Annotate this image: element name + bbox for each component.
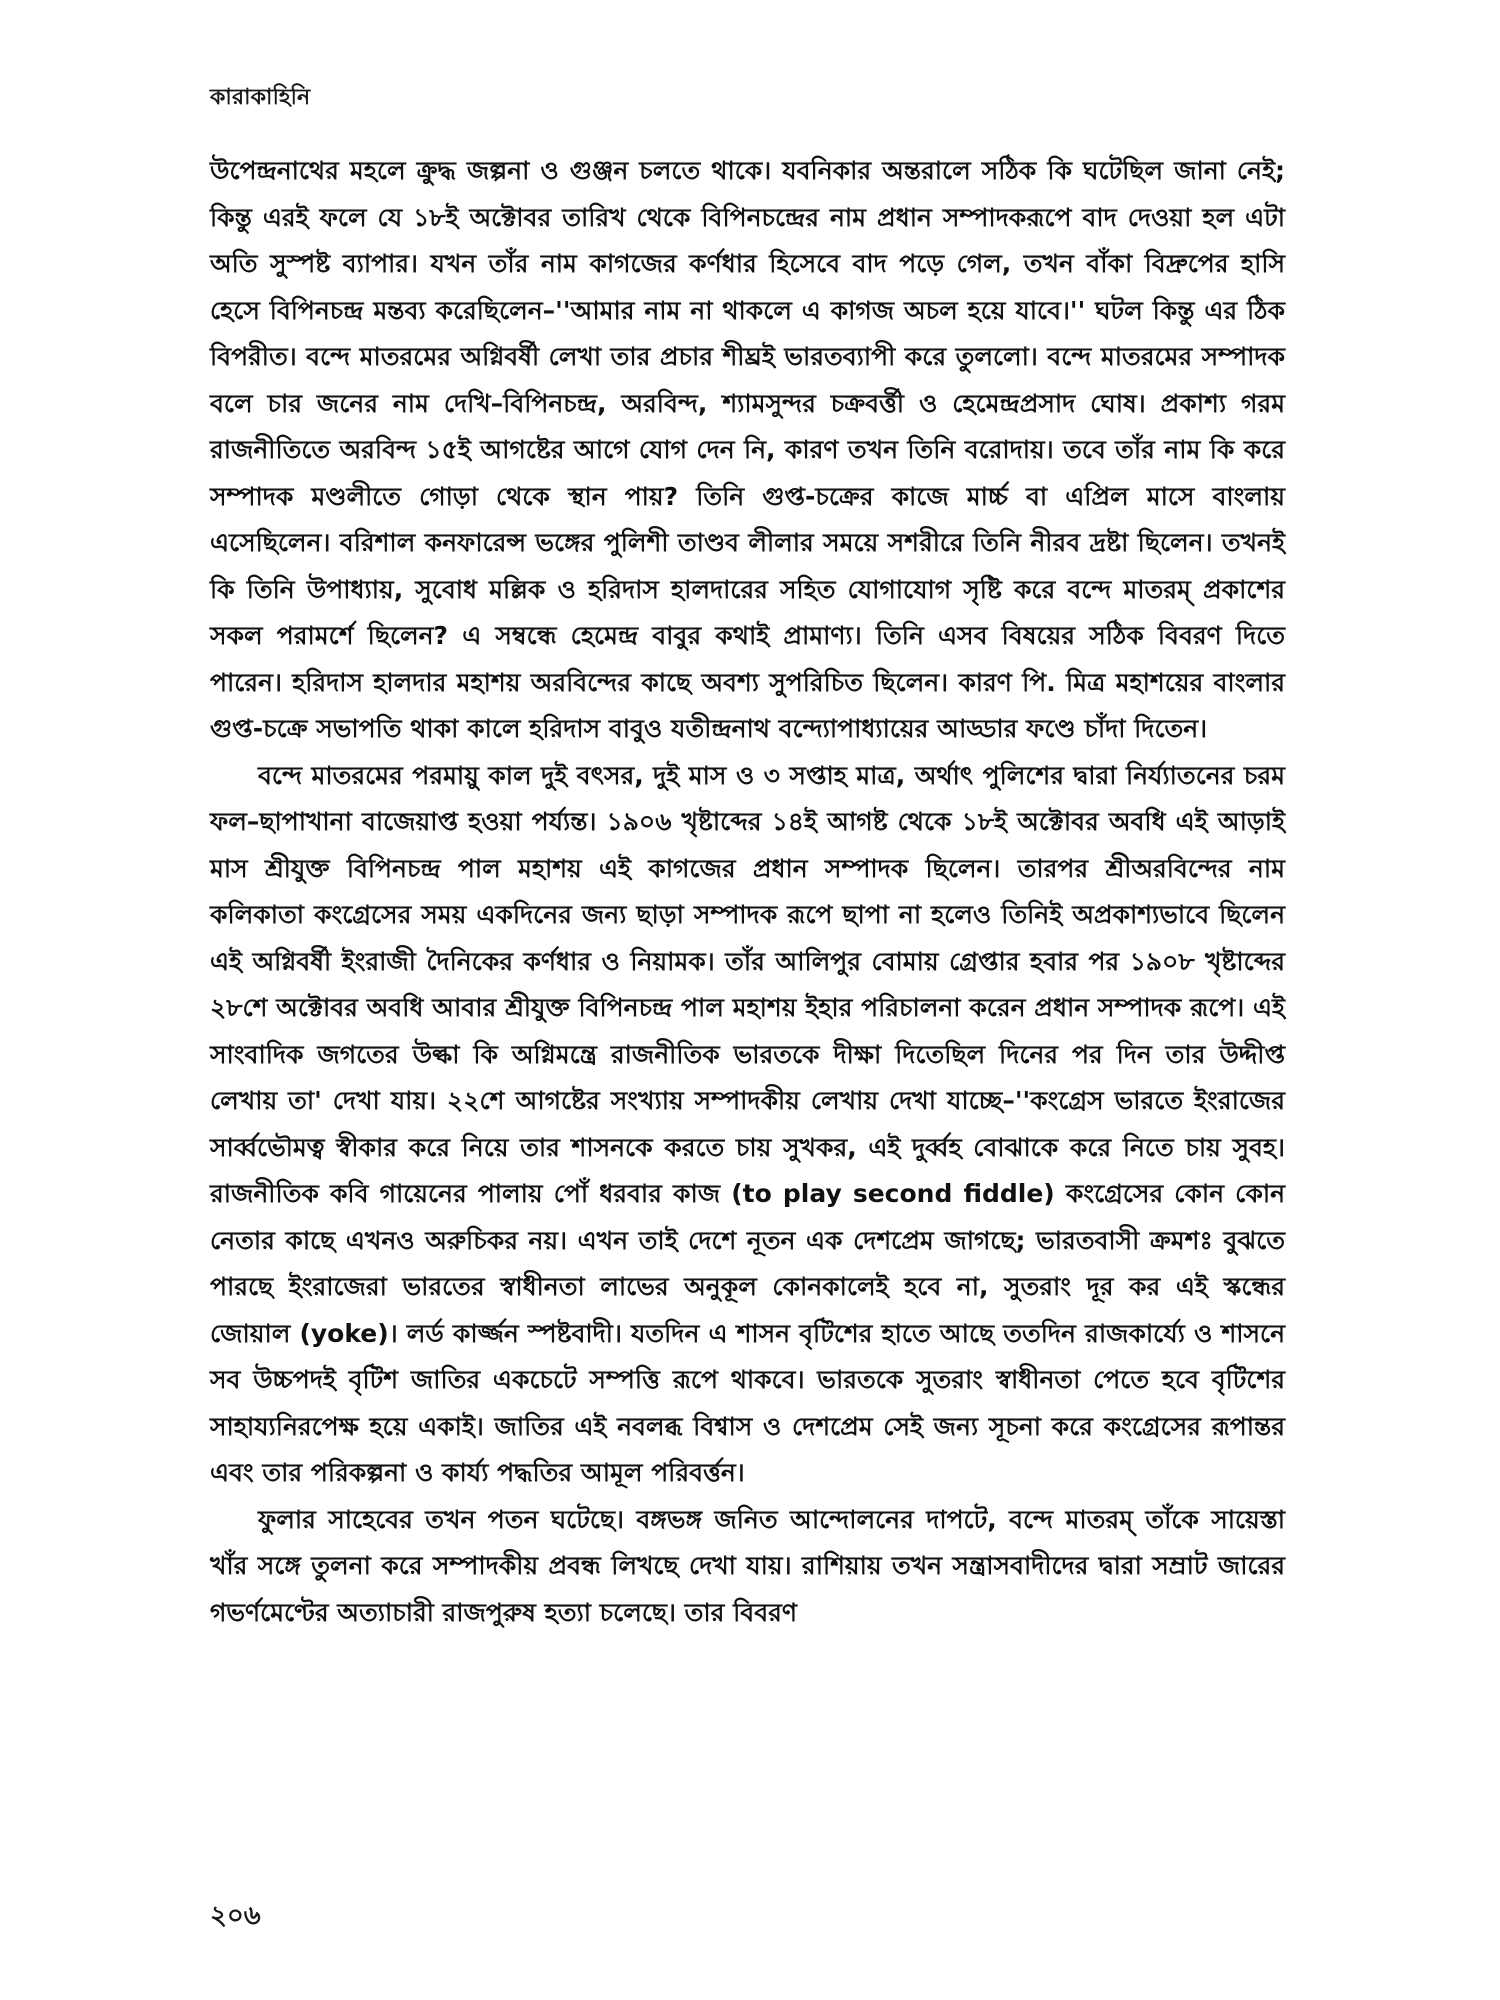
page-number: ২০৬ [210, 1901, 261, 1931]
paragraph-2: বন্দে মাতরমের পরমায়ু কাল দুই বৎসর, দুই মাস ও ৩ সপ্তাহ মাত্র, অর্থাৎ পুলিশের দ্বারা নির্য্যাতনের চরম ফল–ছাপাখানা বাজেয়াপ্ত হওয়া পর্য্যন্ত। ১৯০৬ খৃষ্টাব্দের ১৪ই আগষ্ট থেকে ১৮ই অক্টোবর অবধি এই আড়াই মাস শ্রীযুক্ত বিপিনচন্দ্র পাল মহাশয় এই কাগজের প্রধান সম্পাদক ছিলেন। তারপর শ্রীঅরবিন্দের নাম কলিকাতা কংগ্রেসের সময় একদিনের জন্য ছাড়া সম্পাদক রূপে ছাপা না হলেও তিনিই অপ্রকাশ্যভাবে ছিলেন এই অগ্নিবর্ষী ইংরাজী দৈনিকের কর্ণধার ও নিয়ামক। তাঁর আলিপুর বোমায় গ্রেপ্তার হবার পর ১৯০৮ খৃষ্টাব্দের ২৮শে অক্টোবর অবধি আবার শ্রীযুক্ত বিপিনচন্দ্র পাল মহাশয় ইহার পরিচালনা করেন প্রধান সম্পাদক রূপে। এই সাংবাদিক জগতের উল্কা কি অগ্নিমন্ত্রে রাজনীতিক ভারতকে দীক্ষা দিতেছিল দিনের পর দিন তার উদ্দীপ্ত লেখায় তা' দেখা যায়। ২২শে আগষ্টের সংখ্যায় সম্পাদকীয় লেখায় দেখা যাচ্ছে–''কংগ্রেস ভারতে ইংরাজের সার্ব্বভৌমত্ব স্বীকার করে নিয়ে তার শাসনকে করতে চায় সুখকর, এই দুর্ব্বহ বোঝাকে করে নিতে চায় সুবহ। রাজনীতিক কবি গায়েনের পালায় পোঁ ধরবার কাজ (to play second fiddle) কংগ্রেসের কোন কোন নেতার কাছে এখনও অরুচিকর নয়। এখন তাই দেশে নূতন এক দেশপ্রেম জাগছে; ভারতবাসী ক্রমশঃ বুঝতে পারছে ইংরাজেরা ভারতের স্বাধীনতা লাভের অনুকূল কোনকালেই হবে না, সুতরাং দূর কর এই স্কন্ধের জোয়াল (yoke)। লর্ড কার্জ্জন স্পষ্টবাদী। যতদিন এ শাসন বৃটিশের হাতে আছে ততদিন রাজকার্য্যে ও শাসনে সব উচ্চপদই বৃটিশ জাতির একচেটে সম্পত্তি রূপে থাকবে। ভারতকে সুতরাং স্বাধীনতা পেতে হবে বৃটিশের সাহায্যনিরপেক্ষ হয়ে একাই। জাতির এই নবলব্ধ বিশ্বাস ও দেশপ্রেম সেই জন্য সূচনা করে কংগ্রেসের রূপান্তর এবং তার পরিকল্পনা ও কার্য্য পদ্ধতির আমূল পরিবর্ত্তন। [210, 760, 1285, 1487]
paragraph-1: উপেন্দ্রনাথের মহলে ক্রুদ্ধ জল্পনা ও গুঞ্জন চলতে থাকে। যবনিকার অন্তরালে সঠিক কি ঘটেছিল জানা নেই; কিন্তু এরই ফলে যে ১৮ই অক্টোবর তারিখ থেকে বিপিনচন্দ্রের নাম প্রধান সম্পাদকরূপে বাদ দেওয়া হল এটা অতি সুস্পষ্ট ব্যাপার। যখন তাঁর নাম কাগজের কর্ণধার হিসেবে বাদ পড়ে গেল, তখন বাঁকা বিদ্রুপের হাসি হেসে বিপিনচন্দ্র মন্তব্য করেছিলেন–''আমার নাম না থাকলে এ কাগজ অচল হয়ে যাবে।'' ঘটল কিন্তু এর ঠিক বিপরীত। বন্দে মাতরমের অগ্নিবর্ষী লেখা তার প্রচার শীঘ্রই ভারতব্যাপী করে তুললো। বন্দে মাতরমের সম্পাদক বলে চার জনের নাম দেখি–বিপিনচন্দ্র, অরবিন্দ, শ্যামসুন্দর চক্রবর্ত্তী ও হেমেন্দ্রপ্রসাদ ঘোষ। প্রকাশ্য গরম রাজনীতিতে অরবিন্দ ১৫ই আগষ্টের আগে যোগ দেন নি, কারণ তখন তিনি বরোদায়। তবে তাঁর নাম কি করে সম্পাদক মণ্ডলীতে গোড়া থেকে স্থান পায়? তিনি গুপ্ত-চক্রের কাজে মার্চ্চ বা এপ্রিল মাসে বাংলায় এসেছিলেন। বরিশাল কনফারেন্স ভঙ্গের পুলিশী তাণ্ডব লীলার সময়ে সশরীরে তিনি নীরব দ্রষ্টা ছিলেন। তখনই কি তিনি উপাধ্যায়, সুবোধ মল্লিক ও হরিদাস হালদারের সহিত যোগাযোগ সৃষ্টি করে বন্দে মাতরম্ প্রকাশের সকল পরামর্শে ছিলেন? এ সম্বন্ধে হেমেন্দ্র বাবুর কথাই প্রামাণ্য। তিনি এসব বিষয়ের সঠিক বিবরণ দিতে পারেন। হরিদাস হালদার মহাশয় অরবিন্দের কাছে অবশ্য সুপরিচিত ছিলেন। কারণ পি. মিত্র মহাশয়ের বাংলার গুপ্ত-চক্রে সভাপতি থাকা কালে হরিদাস বাবুও যতীন্দ্রনাথ বন্দ্যোপাধ্যায়ের আড্ডার ফণ্ডে চাঁদা দিতেন। [210, 156, 1285, 743]
running-header-title: কারাকাহিনি [210, 85, 311, 110]
paragraph-3: ফুলার সাহেবের তখন পতন ঘটেছে। বঙ্গভঙ্গ জনিত আন্দোলনের দাপটে, বন্দে মাতরম্ তাঁকে সায়েস্তা খাঁর সঙ্গে তুলনা করে সম্পাদকীয় প্রবন্ধ লিখছে দেখা যায়। রাশিয়ায় তখন সন্ত্রাসবাদীদের দ্বারা সম্রাট জারের গভর্ণমেণ্টের অত্যাচারী রাজপুরুষ হত্যা চলেছে। তার বিবরণ [210, 1504, 1285, 1627]
page-body [210, 148, 1285, 1636]
